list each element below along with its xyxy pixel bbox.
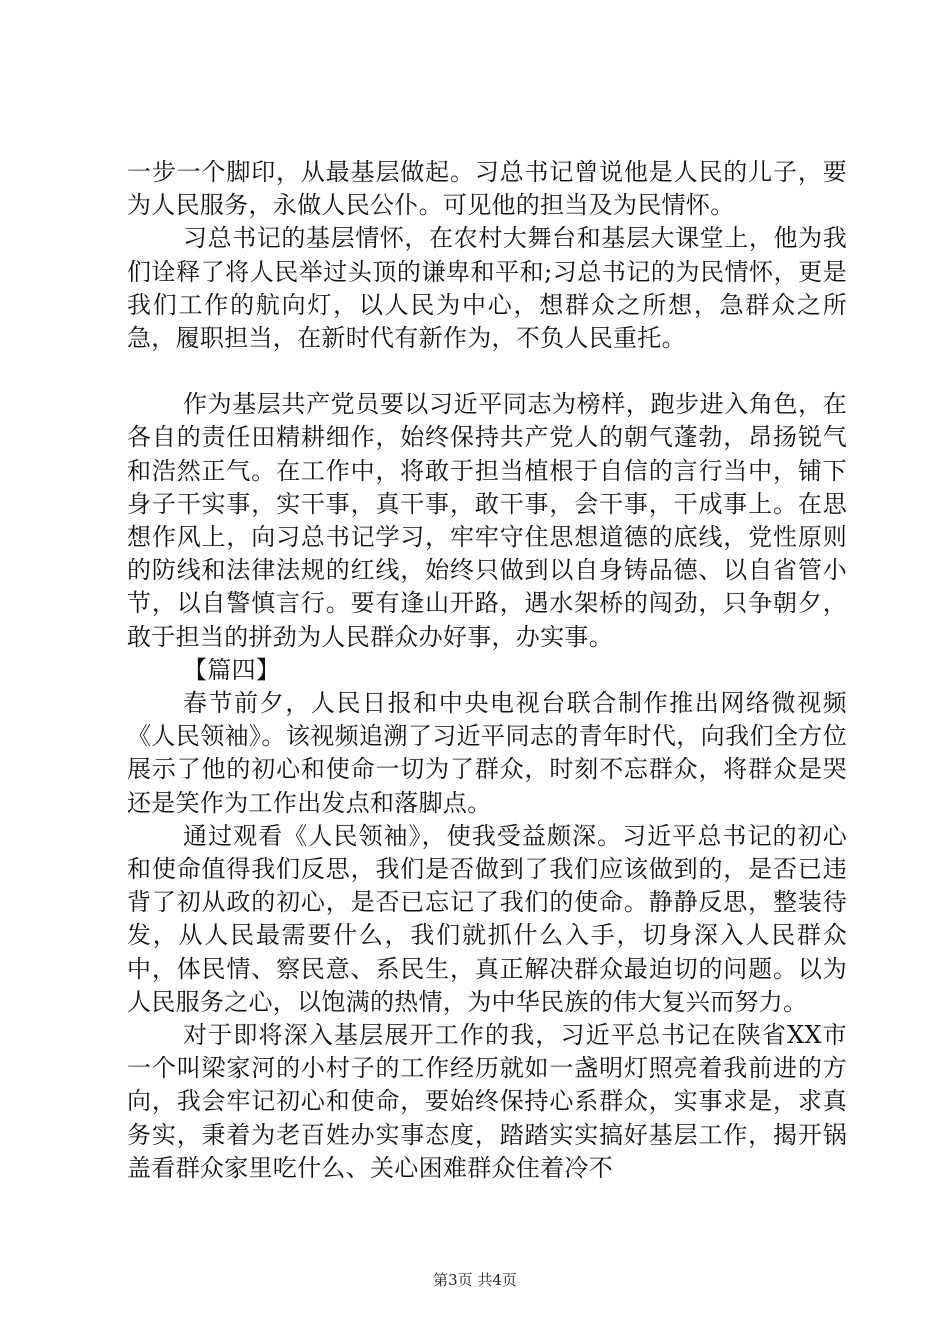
paragraph-3: 作为基层共产党员要以习近平同志为榜样，跑步进入角色，在各自的责任田精耕细作，始终保持共产党人的朝气蓬勃，昂扬锐气和浩然正气。在工作中，将敢于担当植根于自信的言行当中，铺下身子干实事，实干事，真干事，敢干事，会干事，干成事上。在思想作风上，向习总书记学习，牢牢守住思想道德的底线，党性原则的防线和法律法规的红线，始终只做到以自身铸品德、以自省管小节，以自警慎言行。要有逢山开路，遇水架桥的闯劲，只争朝夕，敢于担当的拼劲为人民群众办好事，办实事。 — [127, 390, 847, 651]
paragraph-1: 一步一个脚印，从最基层做起。习总书记曾说他是人民的儿子，要为人民服务，永做人民公仆。可见他的担当及为民情怀。 — [127, 158, 847, 220]
document-body — [127, 156, 847, 1185]
paragraph-6: 通过观看《人民领袖》，使我受益颇深。习近平总书记的初心和使命值得我们反思，我们是否做到了我们应该做到的，是否已违背了初从政的初心，是否已忘记了我们的使命。静静反思，整装待发，从人民最需要什么，我们就抓什么入手，切身深入人民群众中，体民情、察民意、系民生，真正解决群众最迫切的问题。以为人民服务之心，以饱满的热情，为中华民族的伟大复兴而努力。 — [127, 821, 847, 1016]
paragraph-5: 春节前夕，人民日报和中央电视台联合制作推出网络微视频《人民领袖》。该视频追溯了习近平同志的青年时代，向我们全方位展示了他的初心和使命一切为了群众，时刻不忘群众，将群众是哭还是笑作为工作出发点和落脚点。 — [127, 689, 847, 817]
paragraph-2: 习总书记的基层情怀，在农村大舞台和基层大课堂上，他为我们诠释了将人民举过头顶的谦卑和平和;习总书记的为民情怀，更是我们工作的航向灯，以人民为中心，想群众之所想，急群众之所急，履职担当，在新时代有新作为，不负人民重托。 — [127, 224, 847, 353]
page-number-footer: 第3页 共4页 — [433, 1271, 517, 1289]
paragraph-7: 对于即将深入基层展开工作的我，习近平总书记在陕省XX市一个叫梁家河的小村子的工作经历就如一盏明灯照亮着我前进的方向，我会牢记初心和使命，要始终保持心系群众，实事求是，求真务实，秉着为老百姓办实事态度，踏踏实实搞好基层工作，揭开锅盖看群众家里吃什么、关心困难群众住着冷不 — [127, 1021, 847, 1182]
section-heading: 【篇四】 — [183, 655, 281, 684]
paragraph-spacer — [127, 355, 847, 388]
